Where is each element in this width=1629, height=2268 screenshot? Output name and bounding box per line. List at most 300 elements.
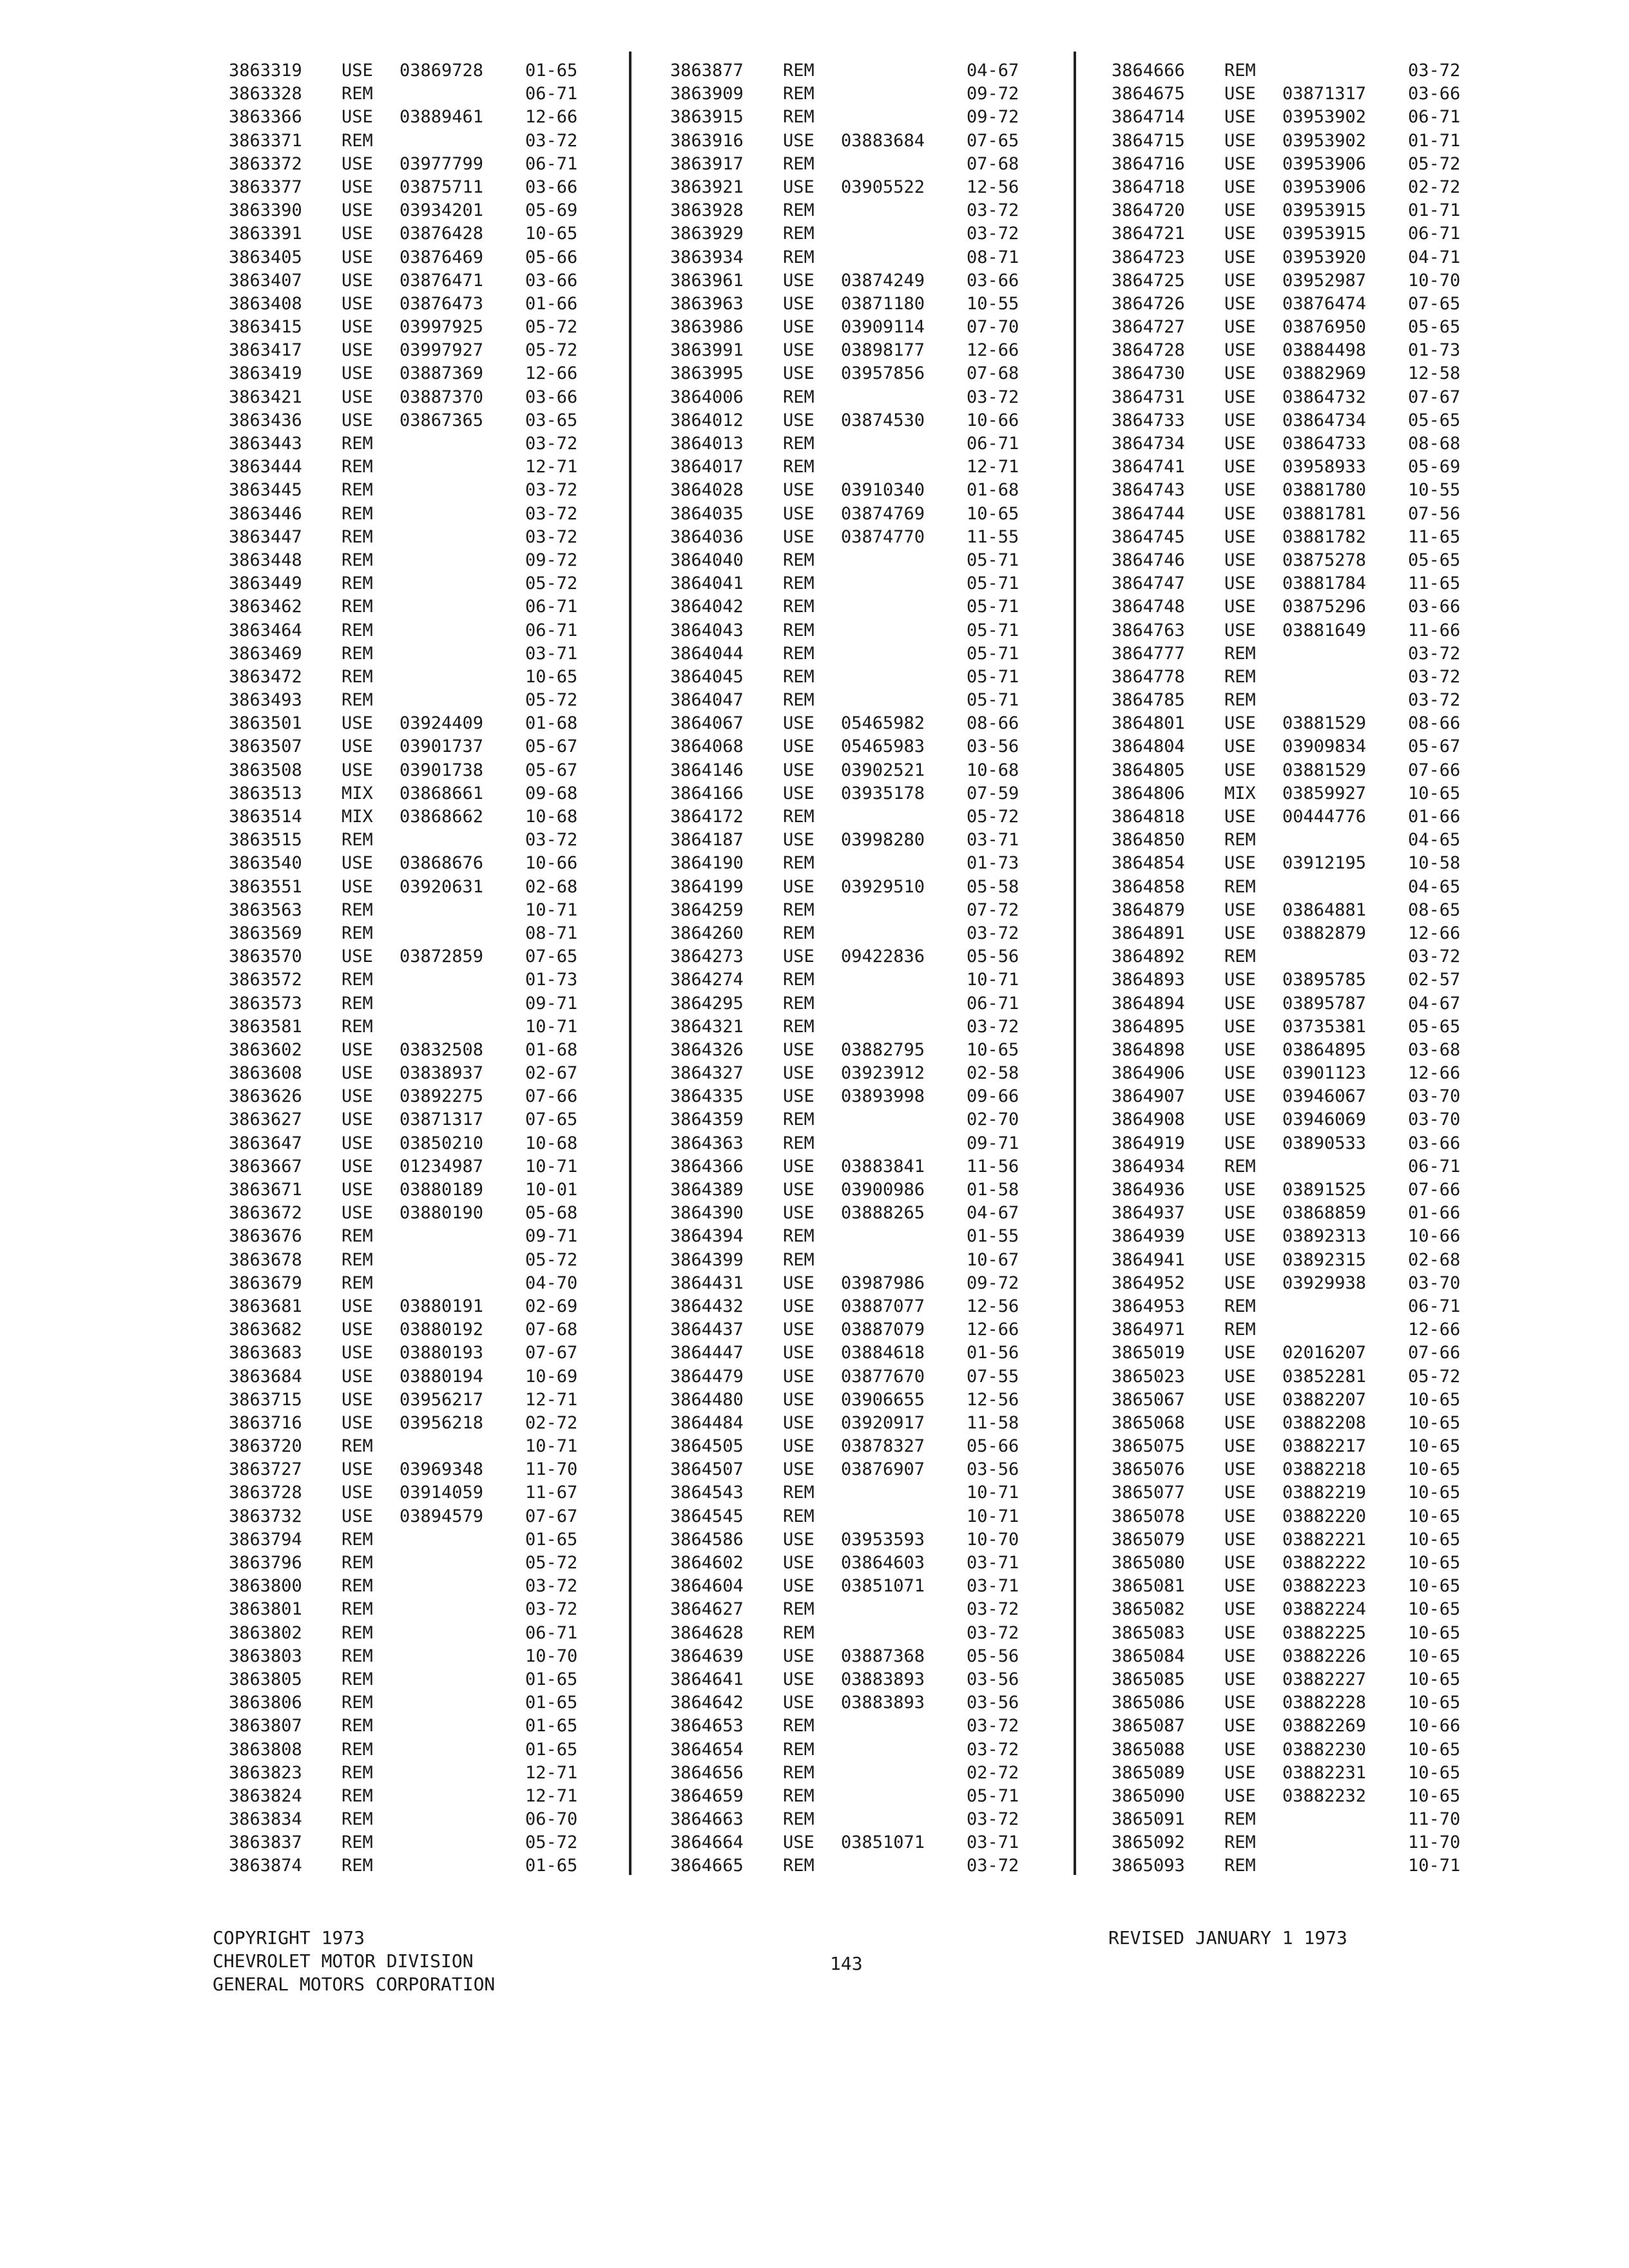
part-number: 3863602 [229,1039,302,1060]
part-number: 3863800 [229,1576,302,1597]
parts-row [1112,130,1524,153]
part-number: 3864763 [1112,620,1185,640]
parts-row [670,1552,1083,1575]
action-code: USE [1224,1343,1256,1363]
date-code: 01-68 [967,480,1019,501]
parts-row [229,1132,641,1155]
date-code: 03-70 [1408,1273,1461,1293]
parts-row [229,246,641,269]
part-number: 3864895 [1112,1016,1185,1037]
part-number: 3863808 [229,1739,302,1760]
parts-row [229,339,641,362]
action-code: USE [1224,853,1256,874]
replacement-part-number: 03872859 [400,947,484,967]
replacement-part-number: 00444776 [1282,807,1367,827]
action-code: REM [342,503,373,524]
replacement-part-number: 03898177 [841,340,925,361]
action-code: REM [783,1785,815,1806]
action-code: USE [783,1063,815,1084]
action-code: REM [783,1016,815,1037]
date-code: 05-72 [1408,1366,1461,1387]
parts-row [670,246,1083,269]
part-number: 3864953 [1112,1296,1185,1316]
part-number: 3863569 [229,923,302,943]
parts-row [670,176,1083,199]
date-code: 05-71 [967,620,1019,640]
action-code: USE [1224,1622,1256,1643]
parts-row [1112,1552,1524,1575]
date-code: 05-65 [1408,410,1461,430]
action-code: REM [1224,1296,1256,1316]
replacement-part-number: 03876471 [400,270,484,291]
date-code: 01-73 [525,970,578,990]
action-code: USE [342,1110,373,1130]
action-code: USE [1224,177,1256,197]
part-number: 3863805 [229,1669,302,1689]
action-code: USE [1224,224,1256,244]
replacement-part-number: 03883893 [841,1669,925,1689]
part-number: 3864939 [1112,1226,1185,1247]
replacement-part-number: 03882218 [1282,1459,1367,1480]
parts-row [670,106,1083,129]
action-code: REM [783,200,815,221]
part-number: 3863627 [229,1110,302,1130]
parts-row [229,1178,641,1202]
part-number: 3863626 [229,1086,302,1107]
date-code: 03-72 [525,830,578,850]
replacement-part-number: 03882224 [1282,1599,1367,1620]
date-code: 01-71 [1408,130,1461,151]
replacement-part-number: 03882222 [1282,1553,1367,1573]
replacement-part-number: 03946069 [1282,1110,1367,1130]
replacement-part-number: 03864733 [1282,434,1367,454]
action-code: REM [1224,1156,1256,1177]
action-code: REM [783,61,815,81]
date-code: 05-72 [967,807,1019,827]
replacement-part-number: 03881529 [1282,713,1367,734]
parts-row [670,269,1083,293]
action-code: USE [1224,84,1256,104]
part-number: 3864805 [1112,760,1185,780]
parts-row [1112,549,1524,572]
parts-row [1112,1435,1524,1458]
parts-row [670,1015,1083,1039]
date-code: 10-65 [1408,1459,1461,1480]
parts-row [229,362,641,385]
date-code: 07-55 [967,1366,1019,1387]
part-number: 3864431 [670,1273,744,1293]
parts-row [229,572,641,595]
replacement-part-number: 03838937 [400,1063,484,1084]
date-code: 10-65 [1408,1529,1461,1550]
parts-row [229,153,641,176]
action-code: USE [783,340,815,361]
parts-row [1112,1132,1524,1155]
date-code: 09-72 [967,107,1019,128]
action-code: USE [1224,410,1256,430]
action-code: USE [1224,1716,1256,1736]
parts-row [1112,1389,1524,1412]
action-code: USE [1224,993,1256,1014]
action-code: USE [783,760,815,780]
action-code: REM [342,899,373,920]
date-code: 06-71 [525,153,578,174]
date-code: 05-72 [525,1832,578,1853]
replacement-part-number: 03875296 [1282,597,1367,617]
date-code: 01-55 [967,1226,1019,1247]
date-code: 01-73 [1408,340,1461,361]
parts-row [670,1178,1083,1202]
action-code: USE [1224,1785,1256,1806]
part-number: 3865093 [1112,1856,1185,1876]
replacement-part-number: 03871317 [1282,84,1367,104]
action-code: USE [783,947,815,967]
part-number: 3864891 [1112,923,1185,943]
parts-row [670,1225,1083,1248]
date-code: 12-71 [525,1785,578,1806]
part-number: 3863540 [229,853,302,874]
replacement-part-number: 03876469 [400,247,484,267]
date-code: 09-72 [967,84,1019,104]
date-code: 10-65 [1408,1599,1461,1620]
date-code: 01-68 [525,1039,578,1060]
part-number: 3864363 [670,1133,744,1153]
replacement-part-number: 03888265 [841,1203,925,1224]
action-code: REM [342,597,373,617]
parts-row [1112,735,1524,758]
action-code: USE [1224,1180,1256,1200]
part-number: 3863679 [229,1273,302,1293]
date-code: 10-71 [967,1483,1019,1503]
part-number: 3864389 [670,1180,744,1200]
parts-row [229,199,641,222]
parts-row [1112,1598,1524,1621]
date-code: 03-66 [967,270,1019,291]
action-code: USE [342,200,373,221]
parts-row [670,1808,1083,1831]
part-number: 3864359 [670,1110,744,1130]
action-code: USE [1224,1226,1256,1247]
part-number: 3864907 [1112,1086,1185,1107]
replacement-part-number: 03909834 [1282,736,1367,757]
replacement-part-number: 03883841 [841,1156,925,1177]
parts-row [229,642,641,666]
date-code: 12-66 [1408,1320,1461,1340]
action-code: USE [342,1156,373,1177]
parts-row [1112,479,1524,502]
date-code: 10-71 [967,1506,1019,1526]
part-number: 3864399 [670,1249,744,1270]
date-code: 10-71 [525,1156,578,1177]
parts-row [1112,339,1524,362]
parts-row [229,1785,641,1808]
parts-row [229,432,641,456]
part-number: 3864727 [1112,317,1185,338]
parts-row [229,1155,641,1178]
replacement-part-number: 03859927 [1282,783,1367,803]
part-number: 3864971 [1112,1320,1185,1340]
action-code: USE [342,1506,373,1526]
replacement-part-number: 03869728 [400,61,484,81]
action-code: USE [342,876,373,897]
part-number: 3865075 [1112,1436,1185,1457]
parts-row [1112,1575,1524,1598]
parts-row [670,595,1083,619]
action-code: USE [783,1203,815,1224]
action-code: REM [783,1622,815,1643]
part-number: 3863807 [229,1716,302,1736]
date-code: 05-71 [967,597,1019,617]
parts-row [1112,1202,1524,1225]
date-code: 10-65 [1408,1412,1461,1433]
action-code: REM [783,1483,815,1503]
replacement-part-number: 03876428 [400,224,484,244]
action-code: USE [783,410,815,430]
replacement-part-number: 03924409 [400,713,484,734]
part-number: 3864326 [670,1039,744,1060]
action-code: MIX [342,783,373,803]
date-code: 08-66 [967,713,1019,734]
parts-row [229,1272,641,1295]
action-code: USE [1224,923,1256,943]
part-number: 3863328 [229,84,302,104]
date-code: 03-56 [967,1459,1019,1480]
action-code: REM [783,1809,815,1830]
parts-row [1112,526,1524,549]
action-code: USE [783,1273,815,1293]
date-code: 07-66 [1408,760,1461,780]
parts-row [670,409,1083,432]
part-number: 3864741 [1112,457,1185,477]
parts-row [1112,1341,1524,1365]
replacement-part-number: 03883893 [841,1693,925,1713]
parts-row [229,1831,641,1854]
replacement-part-number: 03832508 [400,1039,484,1060]
parts-row [1112,1249,1524,1272]
action-code: REM [783,807,815,827]
replacement-part-number: 01234987 [400,1156,484,1177]
parts-row [670,1505,1083,1528]
parts-row [670,1598,1083,1621]
part-number: 3864744 [1112,503,1185,524]
action-code: USE [1224,1133,1256,1153]
action-code: USE [1224,387,1256,407]
part-number: 3863929 [670,224,744,244]
part-number: 3864941 [1112,1249,1185,1270]
date-code: 10-66 [967,410,1019,430]
parts-row [229,945,641,968]
part-number: 3864743 [1112,480,1185,501]
part-number: 3864663 [670,1809,744,1830]
date-code: 03-72 [525,526,578,547]
parts-row [1112,1831,1524,1854]
copyright-line: COPYRIGHT 1973 [213,1927,365,1948]
action-code: USE [1224,1646,1256,1666]
parts-row [670,1575,1083,1598]
replacement-part-number: 03946067 [1282,1086,1367,1107]
part-number: 3864777 [1112,643,1185,664]
replacement-part-number: 03880194 [400,1366,484,1387]
part-number: 3863684 [229,1366,302,1387]
part-number: 3864274 [670,970,744,990]
part-number: 3865086 [1112,1693,1185,1713]
part-number: 3864894 [1112,993,1185,1014]
action-code: USE [783,1366,815,1387]
parts-row [1112,1528,1524,1552]
parts-row [670,130,1083,153]
parts-row [670,922,1083,945]
parts-row [229,176,641,199]
part-number: 3863801 [229,1599,302,1620]
action-code: REM [342,1669,373,1689]
part-number: 3864898 [1112,1039,1185,1060]
part-number: 3864040 [670,550,744,570]
action-code: USE [783,1669,815,1689]
part-number: 3864726 [1112,293,1185,314]
parts-row [229,1645,641,1668]
parts-row [1112,386,1524,409]
part-number: 3863877 [670,61,744,81]
parts-row [1112,1458,1524,1481]
replacement-part-number: 03880191 [400,1296,484,1316]
part-number: 3863803 [229,1646,302,1666]
part-number: 3864718 [1112,177,1185,197]
part-number: 3863446 [229,503,302,524]
part-number: 3864936 [1112,1180,1185,1200]
part-number: 3863681 [229,1296,302,1316]
action-code: USE [783,270,815,291]
parts-row [229,1505,641,1528]
replacement-part-number: 03868662 [400,807,484,827]
corporation-line: GENERAL MOTORS CORPORATION [213,1974,496,1995]
parts-row [670,689,1083,712]
date-code: 07-68 [525,1320,578,1340]
action-code: REM [783,387,815,407]
part-number: 3864733 [1112,410,1185,430]
replacement-part-number: 03867365 [400,410,484,430]
part-number: 3864586 [670,1529,744,1550]
action-code: REM [783,107,815,128]
action-code: USE [1224,1669,1256,1689]
parts-row [1112,1854,1524,1878]
part-number: 3863472 [229,666,302,687]
date-code: 11-67 [525,1483,578,1503]
parts-row [1112,1365,1524,1389]
date-code: 03-56 [967,736,1019,757]
date-code: 11-58 [967,1412,1019,1433]
parts-row [670,1039,1083,1062]
part-number: 3865080 [1112,1553,1185,1573]
parts-row [229,106,641,129]
action-code: REM [342,690,373,711]
date-code: 10-65 [1408,1739,1461,1760]
replacement-part-number: 03882226 [1282,1646,1367,1666]
part-number: 3863436 [229,410,302,430]
date-code: 10-71 [525,1016,578,1037]
parts-row [1112,689,1524,712]
parts-row [229,1762,641,1785]
date-code: 03-72 [525,434,578,454]
action-code: USE [1224,1203,1256,1224]
parts-row [229,1039,641,1062]
parts-row [229,619,641,642]
parts-row [670,1062,1083,1085]
parts-row [670,362,1083,385]
part-number: 3863961 [670,270,744,291]
parts-row [1112,852,1524,875]
parts-row [670,479,1083,502]
action-code: REM [1224,876,1256,897]
date-code: 07-68 [967,153,1019,174]
part-number: 3865085 [1112,1669,1185,1689]
date-code: 10-71 [525,1436,578,1457]
action-code: REM [783,1110,815,1130]
action-code: USE [1224,526,1256,547]
replacement-part-number: 03882879 [1282,923,1367,943]
parts-row [670,1389,1083,1412]
part-number: 3864734 [1112,434,1185,454]
part-number: 3863447 [229,526,302,547]
date-code: 06-71 [1408,107,1461,128]
date-code: 03-66 [525,387,578,407]
part-number: 3864327 [670,1063,744,1084]
replacement-part-number: 03901737 [400,736,484,757]
action-code: USE [342,760,373,780]
action-code: USE [342,1459,373,1480]
date-code: 03-72 [967,1809,1019,1830]
part-number: 3864190 [670,853,744,874]
part-number: 3865078 [1112,1506,1185,1526]
parts-row [670,666,1083,689]
replacement-part-number: 03901123 [1282,1063,1367,1084]
replacement-part-number: 03894579 [400,1506,484,1526]
replacement-part-number: 03881649 [1282,620,1367,640]
date-code: 02-68 [1408,1249,1461,1270]
action-code: USE [342,947,373,967]
date-code: 05-71 [967,666,1019,687]
column-divider-1 [629,52,631,1875]
parts-row [670,503,1083,526]
parts-row [229,968,641,992]
parts-row [229,479,641,502]
part-number: 3864908 [1112,1110,1185,1130]
date-code: 01-65 [525,1693,578,1713]
date-code: 07-65 [525,947,578,967]
action-code: REM [783,666,815,687]
date-code: 03-72 [525,1576,578,1597]
part-number: 3865092 [1112,1832,1185,1853]
action-code: USE [1224,1436,1256,1457]
part-number: 3864785 [1112,690,1185,711]
replacement-part-number: 03884498 [1282,340,1367,361]
replacement-part-number: 03882219 [1282,1483,1367,1503]
date-code: 05-58 [967,876,1019,897]
part-number: 3863551 [229,876,302,897]
parts-row [229,1365,641,1389]
action-code: USE [783,293,815,314]
page-number: 143 [830,1953,863,1974]
date-code: 12-66 [525,363,578,384]
action-code: REM [783,1762,815,1783]
parts-row [1112,1178,1524,1202]
action-code: MIX [1224,783,1256,803]
parts-row [229,503,641,526]
parts-row [229,1318,641,1341]
date-code: 01-71 [1408,200,1461,221]
date-code: 03-72 [967,1739,1019,1760]
action-code: USE [1224,1273,1256,1293]
date-code: 06-71 [525,84,578,104]
